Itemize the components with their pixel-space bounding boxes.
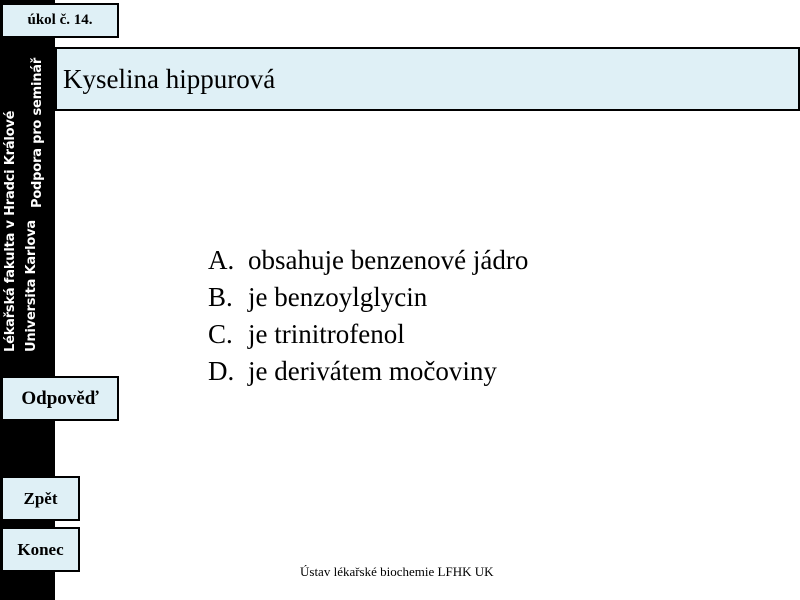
option-letter: A.: [208, 245, 235, 275]
option-letter: C.: [208, 319, 233, 349]
sidebar-faculty-text: Lékařská fakulta v Hradci Králové: [3, 110, 18, 352]
option-b: [208, 279, 528, 316]
sidebar-university-text: Universita Karlova: [24, 220, 39, 352]
option-text: je benzoylglycin: [248, 282, 428, 312]
option-a: [208, 242, 528, 279]
option-text: je derivátem močoviny: [248, 356, 497, 386]
option-text: obsahuje benzenové jádro: [248, 245, 529, 275]
end-button[interactable]: Konec: [1, 527, 80, 572]
task-label: úkol č. 14.: [1, 3, 119, 38]
answer-button[interactable]: Odpověď: [1, 376, 119, 421]
answer-options: [208, 242, 528, 390]
option-letter: D.: [208, 356, 235, 386]
option-letter: B.: [208, 282, 233, 312]
sidebar-seminar-text: Podpora pro seminář: [30, 57, 45, 208]
option-c: [208, 316, 528, 353]
option-d: [208, 353, 528, 390]
option-text: je trinitrofenol: [248, 319, 405, 349]
footer-institute: Ústav lékařské biochemie LFHK UK: [300, 564, 494, 579]
page-title: Kyselina hippurová: [55, 47, 800, 111]
back-button[interactable]: Zpět: [1, 476, 80, 521]
